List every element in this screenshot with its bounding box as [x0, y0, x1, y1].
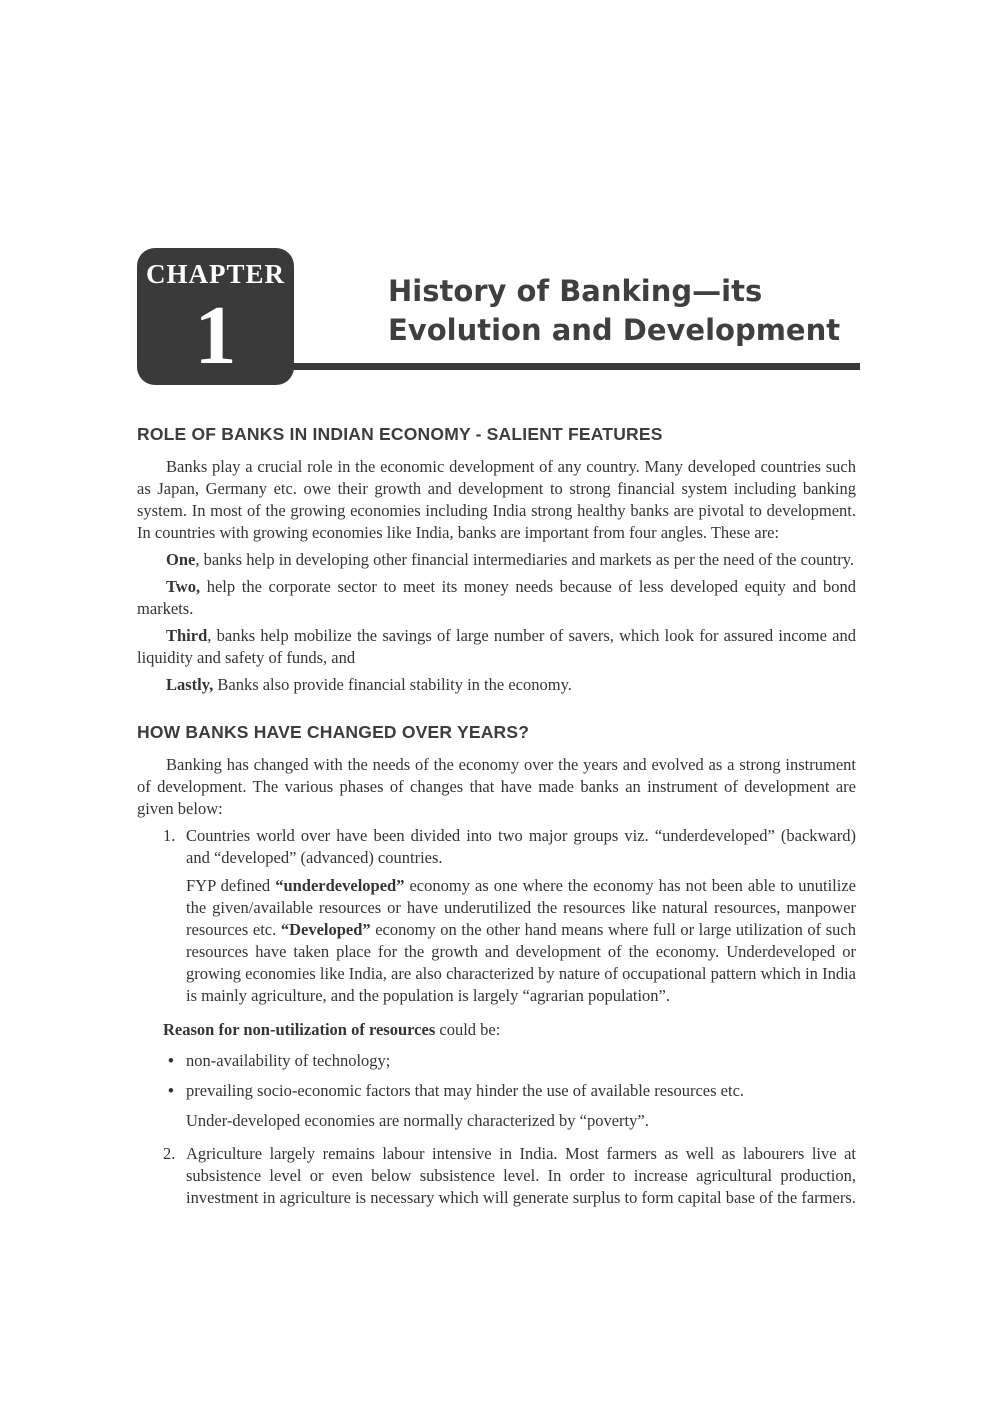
- item-1-paragraph-2: [186, 875, 856, 1007]
- section-heading-role-of-banks: ROLE OF BANKS IN INDIAN ECONOMY - SALIENT FEATURES: [137, 424, 663, 444]
- chapter-label: CHAPTER: [145, 259, 285, 289]
- reason-lead: Reason for non-utilization of resources: [163, 1020, 436, 1039]
- point-one-text: , banks help in developing other financial intermediaries and markets as per the need of the country.: [195, 550, 855, 569]
- item-1-seg-3: “Developed”: [280, 920, 371, 939]
- page-title-line2: Evolution and Development: [388, 313, 841, 347]
- point-two-lead: Two,: [166, 577, 201, 596]
- item-1-seg-0: FYP defined: [186, 876, 276, 895]
- page-title: [388, 272, 840, 350]
- item-1-body: [186, 825, 856, 1012]
- underdeveloped-note: Under-developed economies are normally characterized by “poverty”.: [186, 1111, 649, 1130]
- item-2-body: [186, 1143, 856, 1214]
- item-1-seg-1: “underdeveloped”: [275, 876, 405, 895]
- page-content: [137, 424, 856, 1221]
- bullet-item-1: [168, 1050, 856, 1072]
- item-2-number: 2.: [163, 1144, 176, 1163]
- bullet-icon: •: [168, 1051, 174, 1070]
- section-heading-banks-changed: HOW BANKS HAVE CHANGED OVER YEARS?: [137, 722, 530, 742]
- section1-intro-paragraph: Banks play a crucial role in the economic development of any country. Many developed countries such as Japan, Germany etc. owe their growth and development to strong financial system including banking system. In most of the growing economies including India strong healthy banks are pivotal to development. In countries with growing economies like India, banks are important from four angles. These are:: [137, 457, 856, 542]
- item-1-seg-2: economy as one where the economy has not been able to unutilize the given/available resources or have underutilized the resources like natural resources, manpower resources etc.: [186, 876, 856, 939]
- bullet-item-2: [168, 1080, 856, 1102]
- numbered-item-2: [137, 1143, 856, 1214]
- reason-rest: could be:: [435, 1020, 501, 1039]
- chapter-number: 1: [194, 289, 237, 382]
- chapter-badge: [137, 248, 294, 385]
- point-lastly: [137, 674, 856, 696]
- point-third-text: , banks help mobilize the savings of large number of savers, which look for assured income and liquidity and safety of funds, and: [137, 626, 856, 667]
- reason-line: [163, 1019, 856, 1041]
- bullet-item-2-text: prevailing socio-economic factors that may hinder the use of available resources etc.: [186, 1081, 745, 1100]
- item-1-seg-4: economy on the other hand means where full or large utilization of such resources have taken place for the growth and development of the economy. Underdeveloped or growing economies like India, are also characterized by nature of occupational pattern which in India is mainly agriculture, and the population is largely “agrarian population”.: [186, 920, 856, 1005]
- item-1-number: 1.: [163, 826, 176, 845]
- numbered-item-1: [137, 825, 856, 1012]
- title-double-rule: [290, 363, 860, 370]
- point-lastly-text: Banks also provide financial stability in the economy.: [213, 675, 572, 694]
- item-2-paragraph: Agriculture largely remains labour intensive in India. Most farmers as well as labourers live at subsistence level or even below subsistence level. In order to increase agricultural production, investment in agriculture is necessary which will generate surplus to form capital base of the farmers.: [186, 1144, 856, 1207]
- point-one-lead: One: [166, 550, 196, 569]
- point-two: [137, 576, 856, 620]
- section2-intro-paragraph: Banking has changed with the needs of the economy over the years and evolved as a strong instrument of development. The various phases of changes that have made banks an instrument of development are given below:: [137, 755, 856, 818]
- point-third: [137, 625, 856, 669]
- bullet-icon: •: [168, 1081, 174, 1100]
- page-title-line1: History of Banking—its: [388, 274, 763, 308]
- point-one: [137, 549, 856, 571]
- item-1-paragraph-1: Countries world over have been divided into two major groups viz. “underdeveloped” (backward) and “developed” (advanced) countries.: [186, 826, 856, 867]
- point-lastly-lead: Lastly,: [166, 675, 214, 694]
- bullet-item-1-text: non-availability of technology;: [186, 1051, 391, 1070]
- point-third-lead: Third: [166, 626, 208, 645]
- point-two-text: help the corporate sector to meet its money needs because of less developed equity and bond markets.: [137, 577, 856, 618]
